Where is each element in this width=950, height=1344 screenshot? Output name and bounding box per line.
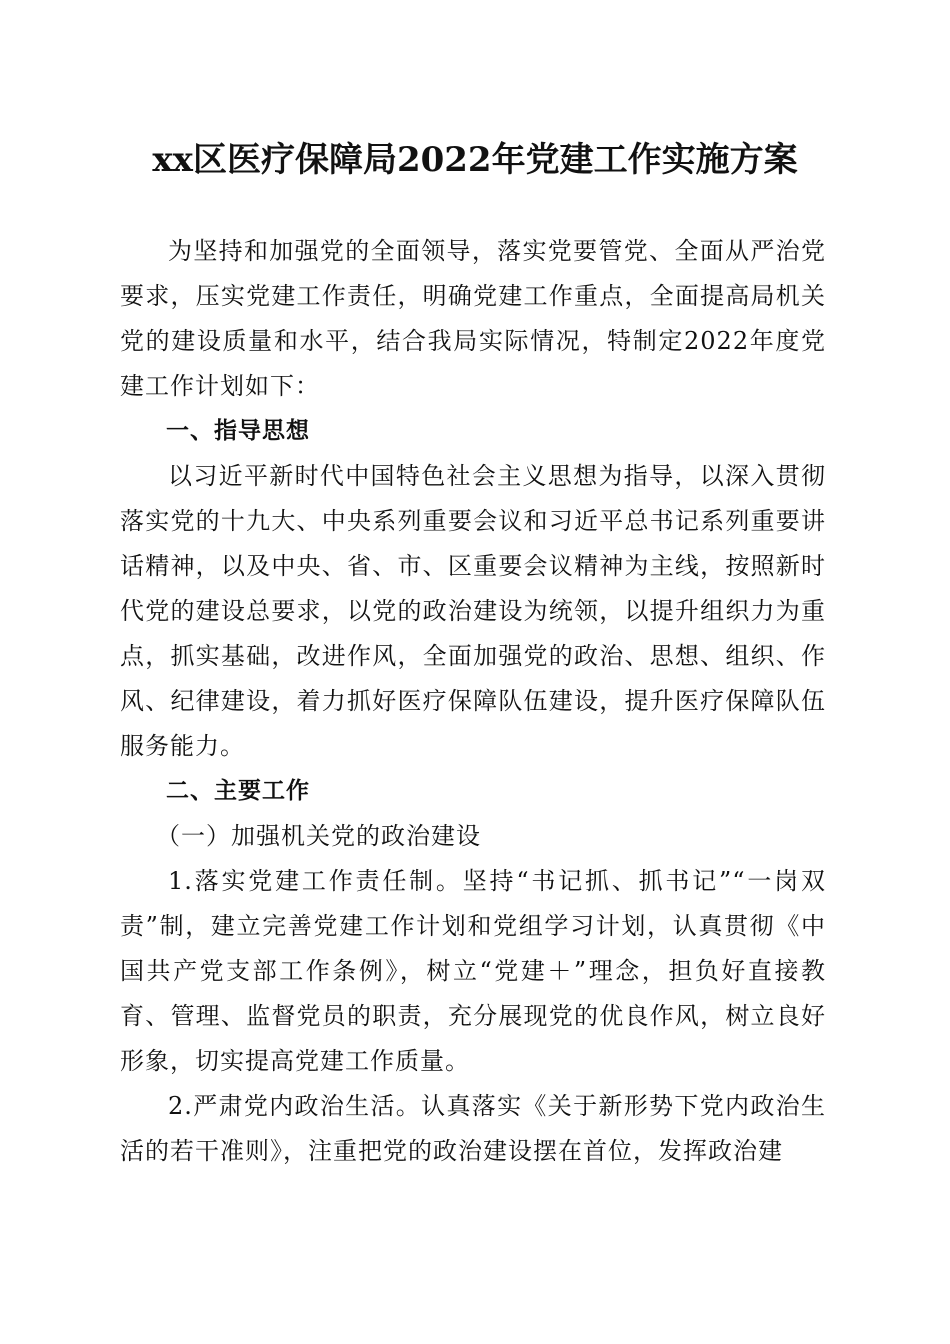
document-title: xx区医疗保障局2022年党建工作实施方案 — [152, 140, 798, 180]
item-paragraph-responsibility-system: 1.落实党建工作责任制。坚持“书记抓、抓书记”“一岗双责”制，建立完善党建工作计划和党组学习计划，认真贯彻《中国共产党支部工作条例》，树立“党建＋”理念，担负好直接教育、管理、监督党员的职责，充分展现党的优良作风，树立良好形象，切实提高党建工作质量。 — [120, 867, 826, 1075]
section-heading-guiding-ideology: 一、指导思想 — [166, 418, 310, 444]
item-paragraph-party-political-life: 2.严肃党内政治生活。认真落实《关于新形势下党内政治生活的若干准则》，注重把党的政治建设摆在首位，发挥政治建 — [120, 1092, 826, 1165]
section-heading-main-work: 二、主要工作 — [166, 778, 310, 804]
document-body — [120, 229, 826, 1174]
guiding-ideology-paragraph: 以习近平新时代中国特色社会主义思想为指导，以深入贯彻落实党的十九大、中央系列重要会议和习近平总书记系列重要讲话精神，以及中央、省、市、区重要会议精神为主线，按照新时代党的建设总要求，以党的政治建设为统领，以提升组织力为重点，抓实基础，改进作风，全面加强党的政治、思想、组织、作风、纪律建设，着力抓好医疗保障队伍建设，提升医疗保障队伍服务能力。 — [120, 462, 826, 760]
subsection-heading-political-building: （一）加强机关党的政治建设 — [156, 822, 481, 850]
intro-paragraph: 为坚持和加强党的全面领导，落实党要管党、全面从严治党要求，压实党建工作责任，明确党建工作重点，全面提高局机关党的建设质量和水平，结合我局实际情况，特制定2022年度党建工作计划如下： — [120, 237, 826, 400]
